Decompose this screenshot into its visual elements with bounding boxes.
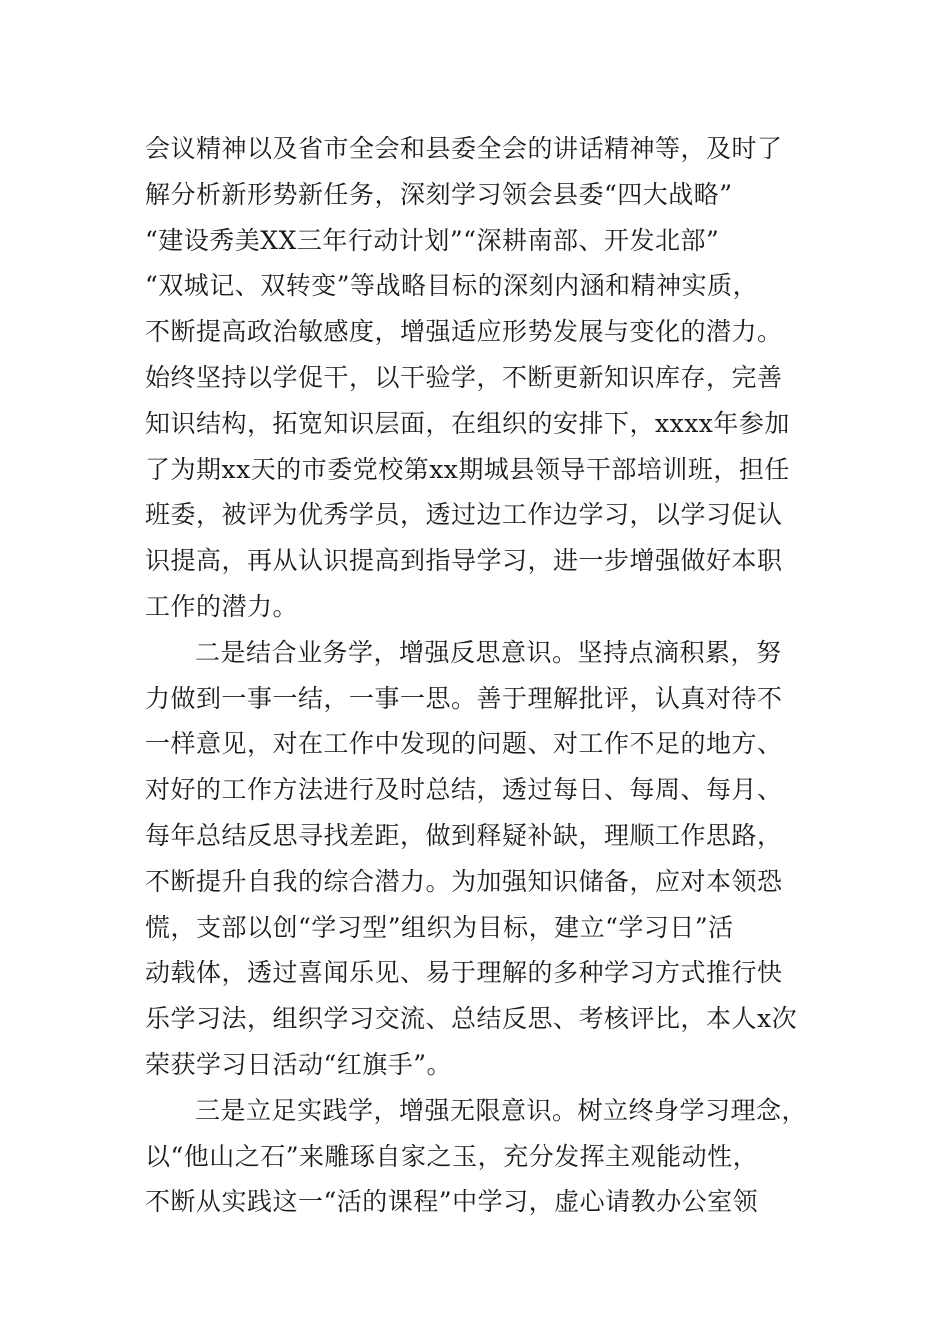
text-line: 了为期xx天的市委党校第xx期城县领导干部培训班，担任 [145, 454, 790, 484]
text-line: 力做到一事一结，一事一思。善于理解批评，认真对待不 [145, 683, 783, 713]
text-line: 知识结构，拓宽知识层面，在组织的安排下，xxxx年参加 [145, 408, 790, 438]
paragraph-2 [145, 630, 825, 1088]
text-line: 解分析新形势新任务，深刻学习领会县委“四大战略” [145, 179, 733, 209]
text-line: 以“他山之石”来雕琢自家之玉，充分发挥主观能动性， [145, 1141, 759, 1171]
text-line: 不断提高政治敏感度，增强适应形势发展与变化的潜力。 [145, 317, 783, 347]
text-line: 一样意见，对在工作中发现的问题、对工作不足的地方、 [145, 729, 783, 759]
text-line: 荣获学习日活动“红旗手”。 [145, 1049, 453, 1079]
text-line: 会议精神以及省市全会和县委全会的讲话精神等，及时了 [145, 134, 783, 163]
text-line: 不断提升自我的综合潜力。为加强知识储备，应对本领恐 [145, 866, 783, 896]
text-line: 三是立足实践学，增强无限意识。树立终身学习理念， [195, 1095, 808, 1125]
paragraph-3 [145, 1088, 825, 1225]
text-line: 工作的潜力。 [145, 591, 299, 621]
text-line: 对好的工作方法进行及时总结，透过每日、每周、每月、 [145, 775, 783, 805]
text-line: 乐学习法，组织学习交流、总结反思、考核评比，本人x次 [145, 1004, 798, 1034]
text-line: 班委，被评为优秀学员，透过边工作边学习，以学习促认 [145, 500, 783, 530]
text-line: 二是结合业务学，增强反思意识。坚持点滴积累，努 [195, 637, 782, 667]
text-line: “建设秀美XX三年行动计划”“深耕南部、开发北部” [145, 225, 720, 255]
text-line: 慌，支部以创“学习型”组织为目标，建立“学习日”活 [145, 912, 734, 942]
text-line: 每年总结反思寻找差距，做到释疑补缺，理顺工作思路， [145, 820, 783, 850]
text-line: 动载体，透过喜闻乐见、易于理解的多种学习方式推行快 [145, 958, 783, 988]
text-line: 始终坚持以学促干，以干验学，不断更新知识库存，完善 [145, 362, 783, 392]
paragraph-1-continued [145, 126, 825, 630]
document-body [145, 126, 825, 1225]
text-line: 不断从实践这一“活的课程”中学习，虚心请教办公室领 [145, 1187, 759, 1217]
text-line: “双城记、双转变”等战略目标的深刻内涵和精神实质， [145, 271, 759, 301]
text-line: 识提高，再从认识提高到指导学习，进一步增强做好本职 [145, 546, 783, 576]
